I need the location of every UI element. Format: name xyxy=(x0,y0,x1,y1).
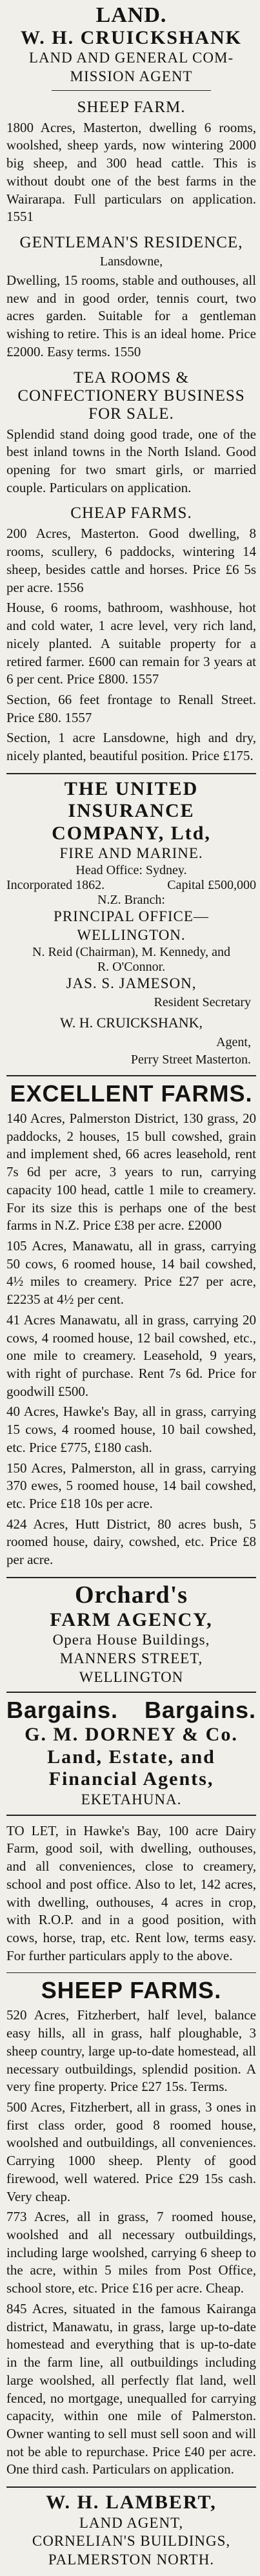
capital-amount: Capital £500,000 xyxy=(167,878,256,893)
listing-text: Section, 66 feet frontage to Renall Street. Price £80. xyxy=(6,691,256,725)
agent-role-line-2: MISSION AGENT xyxy=(70,68,193,84)
lambert-town: PALMERSTON NORTH. xyxy=(48,2552,215,2568)
farm-listing-2: 105 Acres, Manawatu, all in grass, carrying 50 cows, 6 roomed house, 14 bail cowshed, 4½ miles to creamery. Price £27 per acre, £2235 at 4½ per cent. xyxy=(6,1237,256,1308)
dorney-line-2: Financial Agents, xyxy=(48,1768,214,1790)
sheep-listing-3: 773 Acres, all in grass, 7 roomed house, woolshed and all necessary outbuildings, including large woolshed, carrying 6 sheep to the acre, within 5 miles from Post Office, school store, etc. Price £16 per acre. Cheap. xyxy=(6,2209,256,2296)
listing-text: Dwelling, 15 rooms, stable and outhouses, all new and in good order, tennis court, two acres garden. Suitable for a gentleman wishing to retire. This is an ideal home. Price £2000. Easy terms. xyxy=(6,272,256,359)
listing-cheap-farm-3 xyxy=(6,691,256,727)
agency-address-line-2: MANNERS STREET, xyxy=(59,1650,203,1666)
listing-tea-rooms: Splendid stand doing good trade, one of the best inland towns in the North Island. Good opening for two smart girls, or married couple. Particulars on application. xyxy=(6,426,256,495)
divider xyxy=(52,90,211,91)
farm-listing-3: 41 Acres Manawatu, all in grass, carrying 20 cows, 4 roomed house, 12 bail cowshed, etc., one mile to creamery. Leasehold, 9 years, with right of purchase. Rent 7s 6d. Price for goodwill £500. xyxy=(6,1312,256,1399)
to-let-text: TO LET, in Hawke's Bay, 100 acre Dairy Farm, good soil, with dwelling, outhouses, and all conveniences, close to creamery, school and post office. Also to let, 142 acres, with dwelling, outhouses, 4 acres in crop, with R.O.P. and in a good position, with cows, horse, trap, etc. Rent low, terms easy. For further particulars apply to the above. xyxy=(6,1822,256,1963)
united-insurance-ad xyxy=(6,774,256,1076)
listing-gentleman-residence xyxy=(6,272,256,361)
agency-address-line-1: Opera House Buildings, xyxy=(52,1632,210,1648)
listing-text: 200 Acres, Masterton. Good dwelling, 8 rooms, scullery, 6 paddocks, wintering 14 sheep, besides cattle and horses. Price £6 5s per acre. xyxy=(6,526,256,595)
listing-number: 1557 xyxy=(132,671,159,687)
incorporated-year: Incorporated 1862. xyxy=(6,878,105,893)
ad-heading: SHEEP FARMS. xyxy=(41,1977,222,2004)
agency-name: Orchard's xyxy=(74,1581,188,1608)
listing-cheap-farm-1 xyxy=(6,525,256,596)
agency-subtitle: FARM AGENCY, xyxy=(50,1608,213,1630)
farm-listing-4: 40 Acres, Hawke's Bay, all in grass, carrying 15 cows, 4 roomed house, 10 bail cowshed, etc. Price £775, £180 cash. xyxy=(6,1404,256,1455)
listing-text: 1800 Acres, Masterton, dwelling 6 rooms, woolshed, sheep yards, now wintering 2000 big sheep, and 300 head cattle. This is without doubt one of the best farms in the Wairarapa. Full particulars on application. xyxy=(6,119,256,207)
listing-number: 1557 xyxy=(65,709,92,725)
dorney-line-1: Land, Estate, and xyxy=(47,1746,215,1768)
lambert-role: LAND AGENT, xyxy=(79,2514,184,2531)
bargains-heading-left: Bargains. xyxy=(6,1697,119,1724)
insurer-name-line-2: COMPANY, Ltd, xyxy=(52,822,211,844)
orchards-farm-agency-ad xyxy=(6,1578,256,1693)
manager-name: JAS. S. JAMESON, xyxy=(66,975,197,991)
ad-heading: LAND. xyxy=(95,3,167,27)
sheep-listing-1: 520 Acres, Fitzherbert, half level, balance easy hills, all in grass, half ploughable, 3 sheep country, large up-to-date homestead, all necessary outbuildings, splendid position. A very fine property. Price £27 15s. Terms. xyxy=(6,2007,256,2095)
dorney-town: EKETAHUNA. xyxy=(81,1791,182,1808)
head-office: Head Office: Sydney. xyxy=(75,863,187,878)
agent-role-line-1: LAND AND GENERAL COM- xyxy=(28,50,234,66)
bargains-heading-row xyxy=(6,1697,256,1724)
insurer-name-line-1: THE UNITED INSURANCE xyxy=(64,778,199,822)
section-heading-tea-rooms: TEA ROOMS & CONFECTIONERY BUSINESS FOR SALE. xyxy=(17,368,245,423)
listing-number: 1556 xyxy=(56,579,84,595)
excellent-farms-ad xyxy=(6,1076,256,1578)
sheep-listing-2: 500 Acres, Fitzherbert, all in grass, 3 ones in first class order, good 8 roomed house, woolshed and outbuildings, all conveniences. Carrying 1000 sheep. Plenty of good firewood, well watered. Price £29 15s cash. Very cheap. xyxy=(6,2099,256,2204)
lambert-address: CORNELIAN'S BUILDINGS, xyxy=(32,2533,231,2550)
section-heading-sheep-farm: SHEEP FARM. xyxy=(77,98,186,116)
local-agent-name: W. H. CRUICKSHANK, xyxy=(59,1015,203,1031)
dorney-firm-name: G. M. DORNEY & Co. xyxy=(25,1724,238,1746)
local-agent-address: Perry Street Masterton. xyxy=(130,1052,251,1067)
farm-listing-5: 150 Acres, Palmerston, all in grass, carrying 370 ewes, 5 roomed house, 14 bail cowshed, etc. Price £18 10s per acre. xyxy=(6,1460,256,1511)
bargains-heading-right: Bargains. xyxy=(144,1697,256,1724)
section-heading-cheap-farms: CHEAP FARMS. xyxy=(70,504,192,522)
lambert-firm-name: W. H. LAMBERT, xyxy=(46,2492,217,2514)
listing-sheep-farm xyxy=(6,119,256,226)
listing-number: 1550 xyxy=(114,343,141,359)
agent-name: W. H. CRUICKSHANK xyxy=(21,26,242,48)
residence-place: Lansdowne, xyxy=(99,254,163,269)
manager-role: Resident Secretary xyxy=(154,995,251,1010)
listing-text: House, 6 rooms, bathroom, washhouse, hot and cold water, 1 acre level, very rich land, nicely planted. A suitable property for a retired farmer. £600 can remain for 3 years at 6 per cent. Price £800. xyxy=(6,600,256,687)
agency-address-line-3: WELLINGTON xyxy=(79,1668,184,1685)
sheep-listing-4: 845 Acres, situated in the famous Kairanga district, Manawatu, in grass, large up-to-date homestead and everything that is up-to-date in the farm line, all outbuildings including large woolshed, all perfectly flat land, well fenced, no mortgage, unequalled for carrying capacity, within one mile of Palmerston. Owner wanting to sell must sell soon and will not be able to repurchase. Price £40 per acre. One third cash. Particulars on application. xyxy=(6,2300,256,2477)
ad-heading: EXCELLENT FARMS. xyxy=(10,1080,253,1107)
listing-cheap-farm-2 xyxy=(6,599,256,689)
to-let-ad xyxy=(6,1816,256,1974)
branch-label: N.Z. Branch: xyxy=(97,893,165,908)
listing-number: 1551 xyxy=(6,209,34,225)
principal-office: PRINCIPAL OFFICE—WELLINGTON. xyxy=(54,908,209,943)
lambert-ad xyxy=(6,2488,256,2570)
directors-line-1: N. Reid (Chairman), M. Kennedy, and xyxy=(32,944,230,959)
section-heading-gentleman-residence: GENTLEMAN'S RESIDENCE, xyxy=(19,234,243,251)
listing-cheap-farm-4: Section, 1 acre Lansdowne, high and dry, nicely planted, beautiful position. Price £175. xyxy=(6,730,256,764)
insurance-type: FIRE AND MARINE. xyxy=(59,845,203,862)
sheep-farms-ad xyxy=(6,1973,256,2488)
farm-listing-6: 424 Acres, Hutt District, 80 acres bush, 5 roomed house, dairy, cowshed, etc. Price £8 per acre. xyxy=(6,1516,256,1568)
cruickshank-land-ad xyxy=(6,0,256,774)
incorporation-row xyxy=(6,878,256,893)
local-agent-role: Agent, xyxy=(216,1035,251,1049)
directors-line-2: R. O'Connor. xyxy=(97,959,166,974)
farm-listing-1: 140 Acres, Palmerston District, 130 grass, 20 paddocks, 2 houses, 15 bull cowshed, grain and implement shed, 66 acres leasehold, rent 7s 6d per acre, 3 years to run, carrying capacity 100 head, cattle 1 mile to creamery. For its size this is perhaps one of the best farms in N.Z. Price £38 per acre. £2000 xyxy=(6,1110,256,1234)
dorney-bargains-ad xyxy=(6,1693,256,1815)
